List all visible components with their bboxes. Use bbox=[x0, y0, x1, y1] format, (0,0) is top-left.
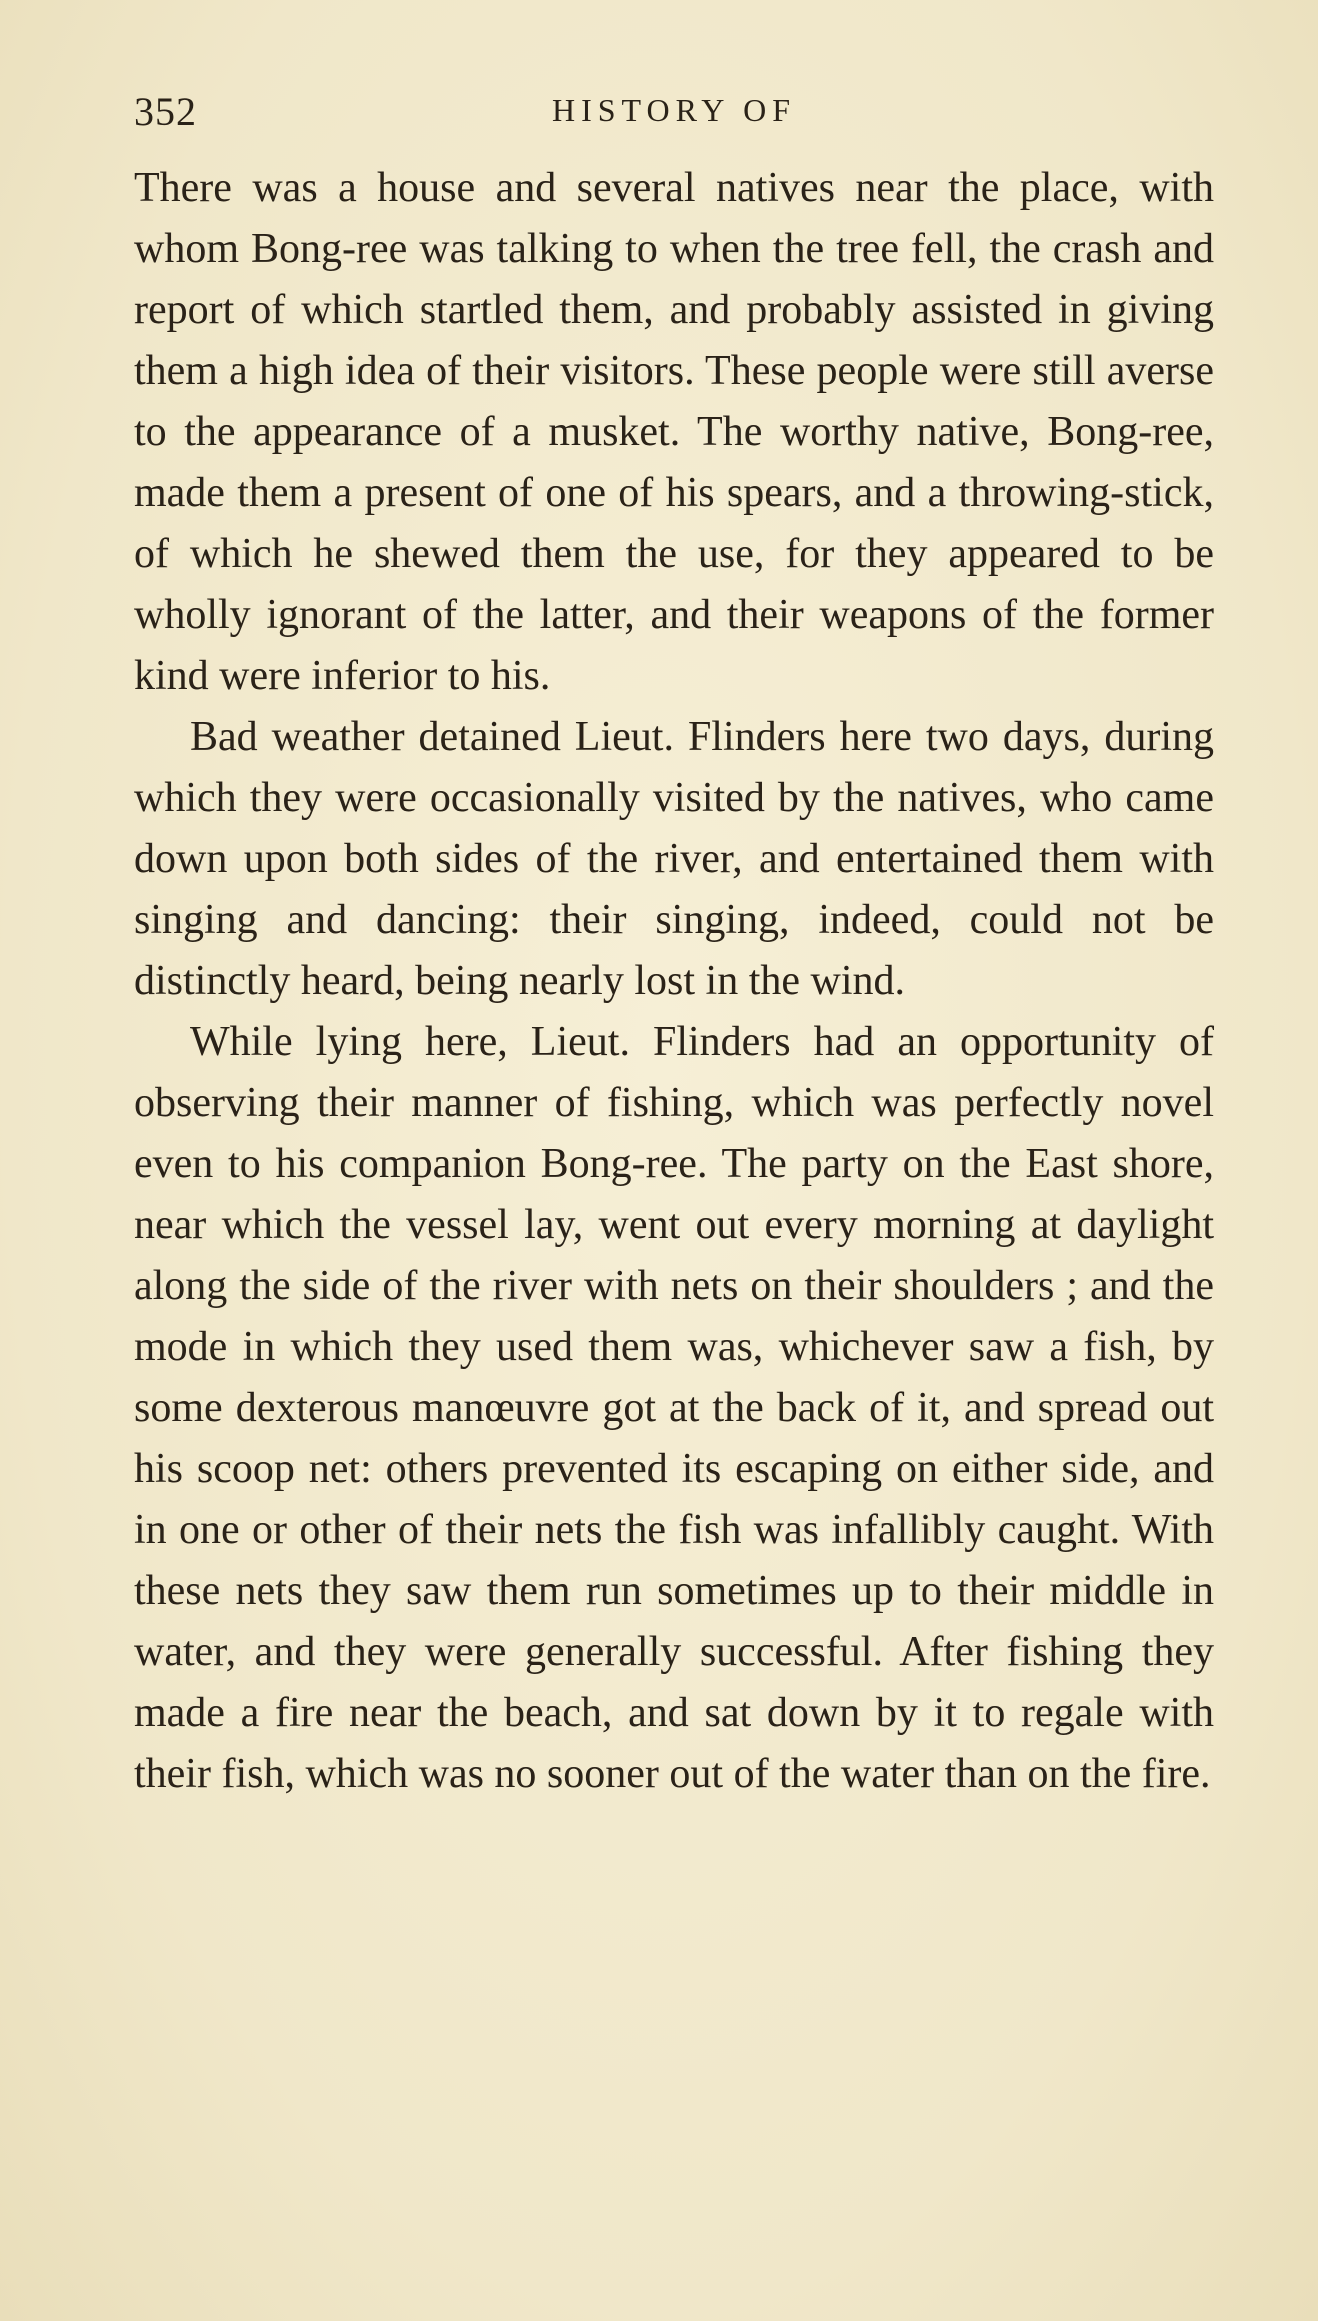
running-title: HISTORY OF bbox=[551, 92, 797, 128]
page-number: 352 bbox=[134, 89, 197, 134]
body-text bbox=[134, 158, 1214, 1805]
paragraph-2: Bad weather detained Lieut. Flinders here two days, during which they were occasionally visited by the natives, who came down upon both sides of the river, and entertained them with singing and dancing: their singing, indeed, could not be distinctly heard, being nearly lost in the wind. bbox=[134, 714, 1214, 1004]
page-header bbox=[134, 88, 1214, 148]
paragraph-3: While lying here, Lieut. Flinders had an opportunity of observing their manner of fishing, which was perfectly novel even to his companion Bong-ree. The party on the East shore, near which the vessel lay, went out every morning at daylight along the side of the river with nets on their shoulders ; and the mode in which they used them was, whichever saw a fish, by some dexterous manœuvre got at the back of it, and spread out his scoop net: others prevented its escaping on either side, and in one or other of their nets the fish was infallibly caught. With these nets they saw them run sometimes up to their middle in water, and they were generally successful. After fishing they made a fire near the beach, and sat down by it to regale with their fish, which was no sooner out of the water than on the fire. bbox=[134, 1019, 1214, 1797]
paragraph-1: There was a house and several natives near the place, with whom Bong-ree was talking to when the tree fell, the crash and report of which startled them, and probably assisted in giving them a high idea of their visitors. These people were still averse to the appearance of a musket. The worthy native, Bong-ree, made them a present of one of his spears, and a throwing-stick, of which he shewed them the use, for they appeared to be wholly ignorant of the latter, and their weapons of the former kind were inferior to his. bbox=[134, 165, 1214, 699]
